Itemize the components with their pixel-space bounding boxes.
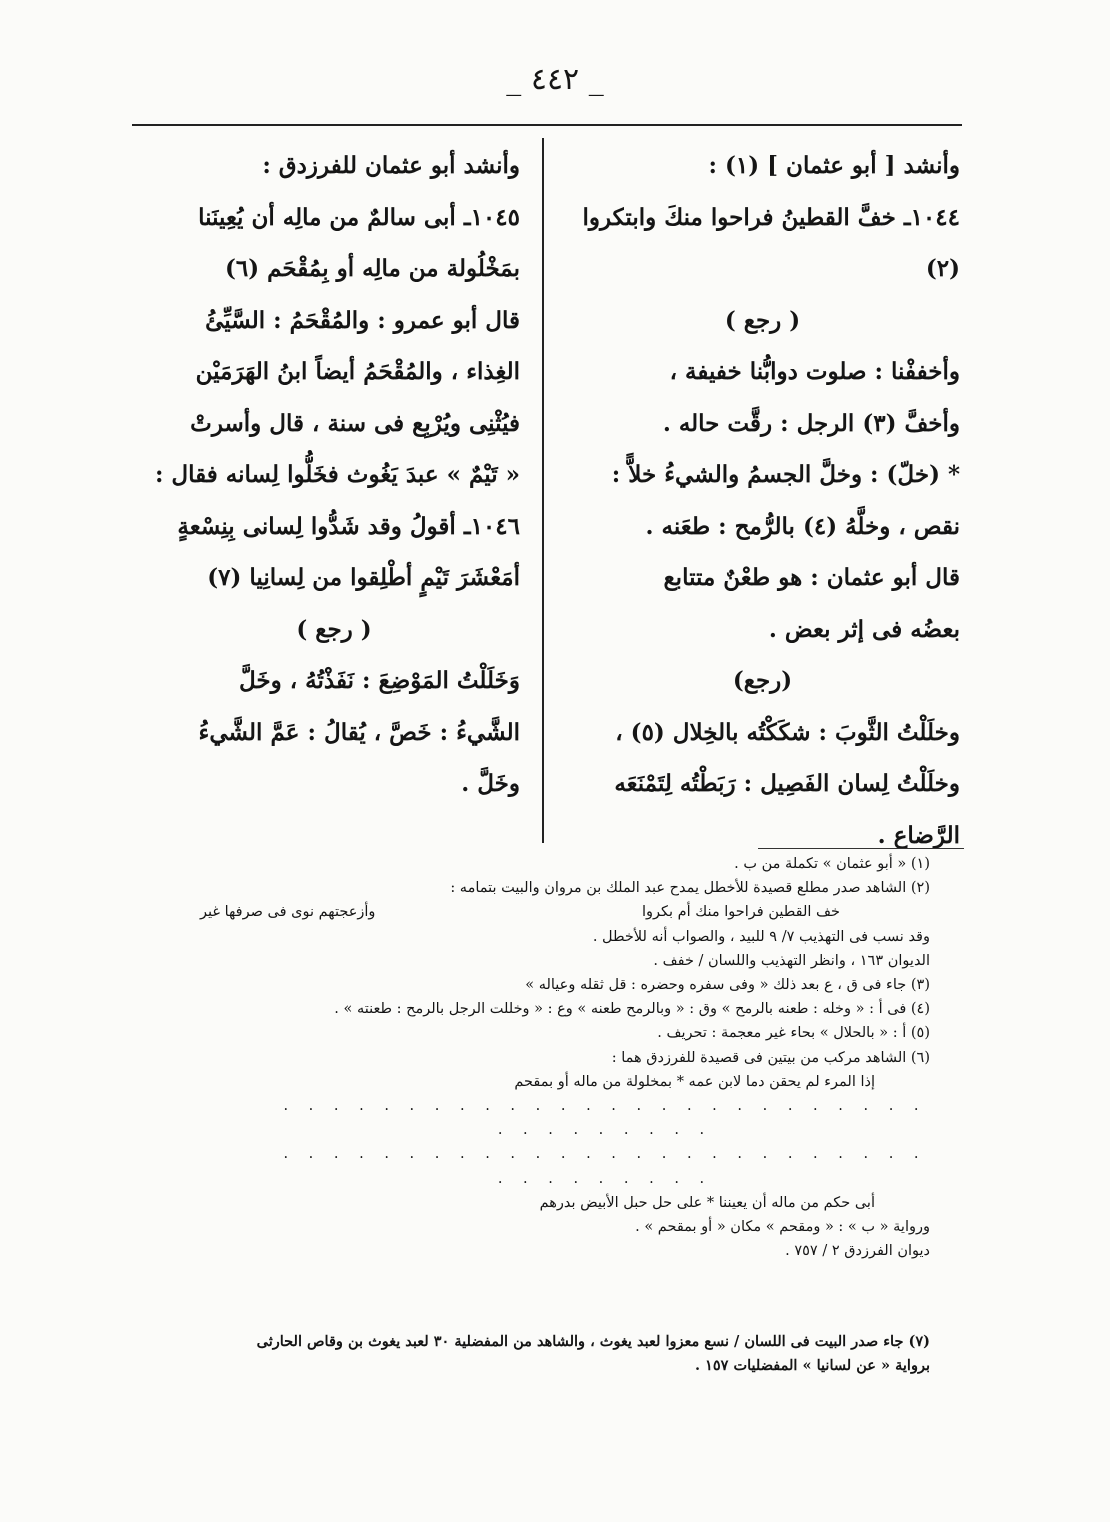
text-line: قال أبو عثمان : هو طعْنٌ متتابع: [663, 564, 960, 591]
text-line: الرَّضاع .: [877, 821, 960, 849]
verse-line: ١٠٤٥ـ أبى سالمٌ من مالِه أن يُعِينَنا: [198, 203, 520, 231]
footnote-6-note: ديوان الفرزدق ٢ / ٧٥٧ .: [785, 1243, 930, 1260]
verse-second-hemistich: وأزعجتهم نوى فى صرفها غير: [200, 904, 376, 921]
footnote-2-note: وقد نسب فى التهذيب ٧/ ٩ للبيد ، والصواب أنه للأخطل .: [592, 928, 930, 945]
text-line: وأنشد أبو عثمان للفرزدق :: [262, 152, 520, 179]
footnote-6-verse: إذا المرء لم يحقن دما لابن عمه * بمخلولة من ماله أو بمقحم: [514, 1073, 875, 1090]
page-number: _ ٤٤٢ _: [506, 62, 604, 97]
text-line: فيُثْنِى ويُرْبِع فى سنة ، قال وأسرتْ: [190, 409, 520, 437]
verse-line: ١٠٤٤ـ خفَّ القطينُ فراحوا منكَ وابتكروا (٢): [582, 203, 960, 282]
footnote-2: (٢) الشاهد صدر مطلع قصيدة للأخطل يمدح عبد الملك بن مروان والبيت بتمامه :: [450, 880, 930, 897]
text-line: وَخَلَلْتُ المَوْضِعَ : نَفَذْتُهُ ، وخَلَّ: [238, 667, 520, 694]
footnote-6-verse: أبى حكم من ماله أن يعيننا * على حل حبل الأبيض بدرهم: [539, 1194, 875, 1211]
text-line: وأخفَّ (٣) الرجل : رقَّت حاله .: [662, 409, 960, 437]
text-line: * (خلّ) : وخلَّ الجسمُ والشيءُ خلاًّ :: [611, 461, 960, 488]
verse-line: بمَخْلُولة من مالِه أو بِمُقْحَم (٦): [224, 255, 520, 282]
footnote-7: [160, 1330, 930, 1378]
verse-line: ١٠٤٦ـ أقولُ وقد شَدُّوا لِسانى بِنِسْعةٍ: [177, 512, 520, 540]
verse-first-hemistich: خف القطين فراحوا منك أم بكروا: [642, 904, 840, 921]
text-line: وخلَلْتُ لِسان الفَصِيل : رَبَطْتُه لِتَمْنَعَه: [614, 770, 960, 797]
ellipsis-row: . . . . . . . . . . . . . . . . . . . . . . . . . . . . . . . . . . .: [283, 1146, 927, 1187]
left-column: [148, 140, 520, 810]
footnotes: [160, 852, 930, 1375]
footnote-4: (٤) فى أ : « وخله : طعنه بالرمح » وق : « وبالرمح طعنه » وع : « وخللت الرجل بالرمح : طعنته » .: [334, 1001, 930, 1018]
ellipsis-row: . . . . . . . . . . . . . . . . . . . . . . . . . . . . . . . . . . .: [283, 1098, 927, 1139]
footnote-rule: [758, 848, 964, 849]
section-marker: ( رجع ): [724, 306, 801, 334]
text-line: « تَيْمٌ » عبدَ يَغُوث فخَلُّوا لِسانه فقال :: [154, 461, 520, 488]
footnote-2-note: الديوان ١٦٣ ، وانظر التهذيب واللسان / خفف .: [653, 952, 930, 969]
column-divider: [542, 138, 544, 843]
verse-line: أمَعْشَرَ تَيْمٍ أطْلِقوا من لِسانِيا (٧): [207, 564, 520, 591]
footnote-7-line: (٧) جاء صدر البيت فى اللسان / نسع معزوا لعبد يغوث ، والشاهد من المفضلية ٣٠ لعبد يغوث بن وقاص الحارثى: [256, 1333, 930, 1350]
text-line: الشَّيءُ : خَصَّ ، يُقالُ : عَمَّ الشَّيءُ وخَلَّ .: [198, 718, 520, 797]
footnote-2-verse: [160, 900, 930, 924]
footnote-7-line: برواية « عن لسانيا » المفضليات ١٥٧ .: [694, 1357, 930, 1375]
footnote-5: (٥) أ : « بالحلال » بحاء غير معجمة : تحريف .: [657, 1025, 930, 1042]
text-line: نقص ، وخلَّهُ (٤) بالرُّمح : طعَنه .: [645, 512, 960, 540]
footnote-3: (٣) جاء فى ق ، ع بعد ذلك « وفى سفره وحضره : قل ثقله وعياله »: [525, 977, 930, 994]
text-line: قال أبو عمرو : والمُقْحَمُ : السَّيِّئُ: [205, 306, 520, 334]
footnote-6: (٦) الشاهد مركب من بيتين فى قصيدة للفرزدق هما :: [611, 1049, 930, 1066]
section-marker: ( رجع ): [296, 615, 372, 643]
text-line: وخلَلْتُ الثَّوبَ : شكَكْتُه بالخِلال (٥) ،: [615, 718, 960, 746]
footnote-6-note: ورواية « ب » : « ومقحم » مكان « أو بمقحم » .: [635, 1219, 930, 1236]
text-line: الغِذاء ، والمُقْحَمُ أيضاً ابنُ الهَرَمَيْن: [195, 358, 520, 385]
section-marker: (رجع): [732, 667, 793, 694]
text-line: بعضُه فى إثر بعض .: [768, 615, 960, 643]
right-column: [565, 140, 960, 861]
header-rule: [132, 124, 962, 126]
text-line: وأنشد [ أبو عثمان ] (١) :: [708, 152, 960, 179]
text-line: وأخففْنا : صلوت دوابُّنا خفيفة ،: [669, 358, 960, 385]
footnote-1: (١) « أبو عثمان » تكملة من ب .: [734, 856, 930, 872]
